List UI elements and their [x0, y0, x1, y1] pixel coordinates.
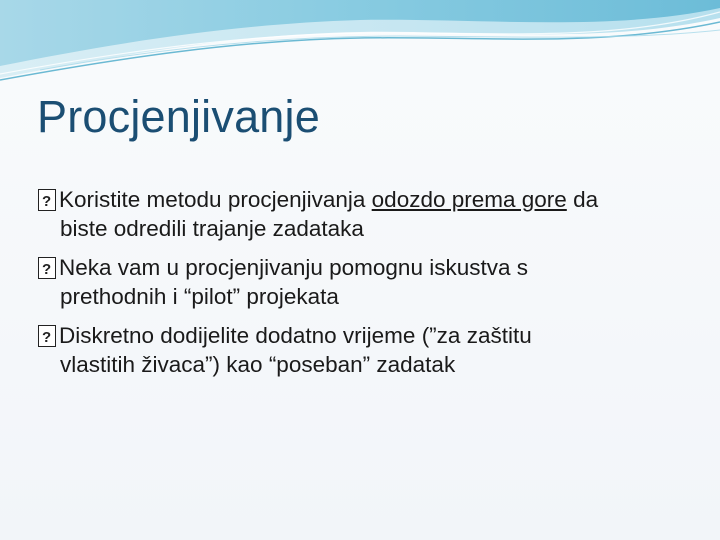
bullet-text: Diskretno dodijelite dodatno vrijeme (”za zaštitu — [59, 323, 532, 348]
bullet-item — [38, 254, 698, 311]
missing-glyph-icon — [38, 325, 56, 347]
bullet-text-continuation: prethodnih i “pilot” projekata — [60, 283, 339, 309]
underlined-phrase: odozdo prema gore — [371, 187, 567, 212]
bullet-text: da — [566, 187, 599, 212]
bullet-text-continuation: vlastitih živaca”) kao “poseban” zadatak — [60, 351, 456, 377]
bullet-text: Neka vam u procjenjivanju pomognu iskustva s — [59, 255, 528, 280]
bullet-list — [38, 186, 698, 390]
bullet-item — [38, 186, 698, 243]
bullet-text-continuation: biste odredili trajanje zadataka — [60, 215, 364, 241]
missing-glyph-icon — [38, 257, 56, 279]
header-wave-decoration — [0, 0, 720, 90]
slide-title: Procjenjivanje — [37, 91, 320, 142]
bullet-item — [38, 322, 698, 379]
bullet-text: Koristite metodu procjenjivanja — [59, 187, 372, 212]
missing-glyph-icon — [38, 189, 56, 211]
